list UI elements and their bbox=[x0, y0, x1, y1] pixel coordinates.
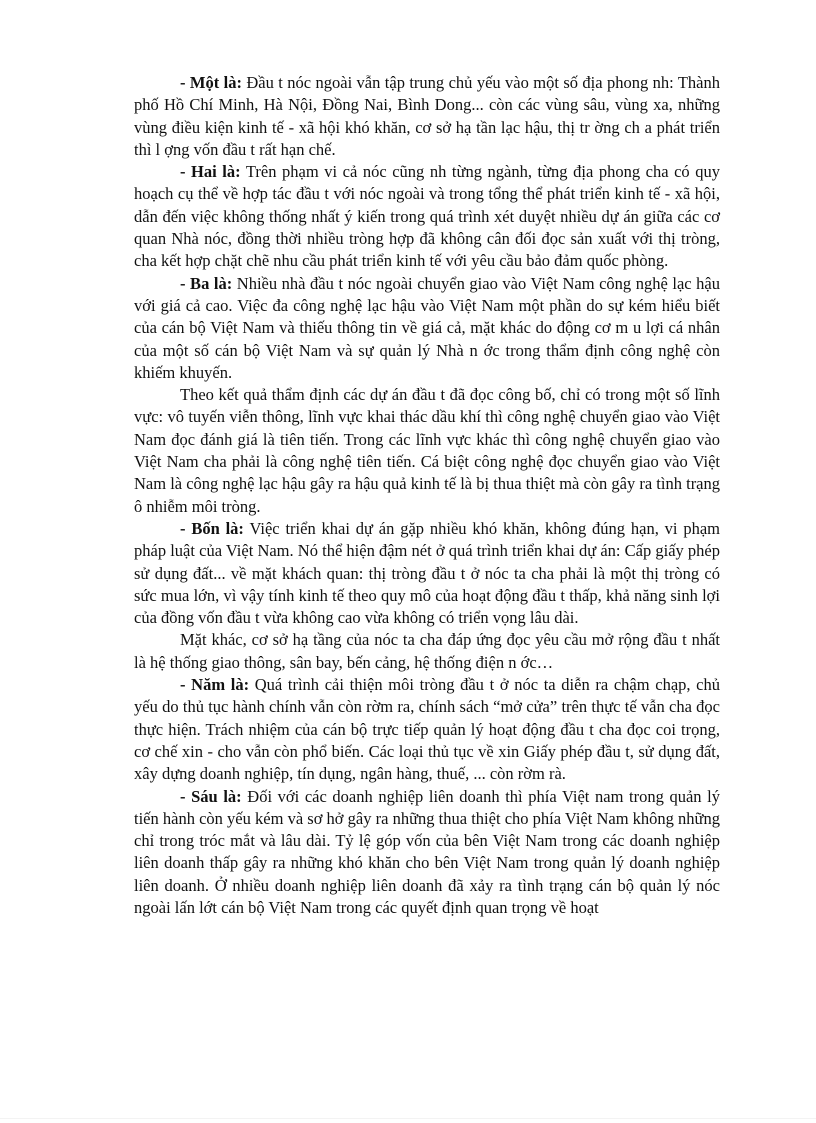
paragraph-text: Việc triển khai dự án gặp nhiều khó khăn, không đúng hạn, vi phạm pháp luật của Việt Nam. Nó thể hiện đậm nét ở quá trình triển khai dự án: Cấp giấy phép sử dụng đất... về mặt khách quan: thị tròng đầu t ở nóc ta cha phải là một thị tròng có sức mua lớn, vì vậy tính kinh tế theo quy mô của hoạt động đầu t thấp, khả năng sinh lợi của đồng vốn đầu t vừa không cao vừa không có triển vọng lâu dài. bbox=[134, 518, 721, 628]
paragraph-text: Trên phạm vi cả nóc cũng nh từng ngành, từng địa phong cha có quy hoạch cụ thể về hợp tác đầu t với nóc ngoài và trong tổng thể phát triển kinh tế - xã hội, dẫn đến việc không thống nhất ý kiến trong quá trình xét duyệt nhiều dự án giữa các cơ quan Nhà nóc, đồng thời nhiều tròng hợp đã không cân đối đọc sản xuất với thị tròng, cha kết hợp chặt chẽ nhu cầu phát triển kinh tế với yêu cầu bảo đảm quốc phòng. bbox=[134, 162, 720, 271]
paragraph-ba-la bbox=[134, 273, 720, 384]
paragraph-text: Đầu t nóc ngoài vẫn tập trung chủ yếu vào một số địa phong nh: Thành phố Hồ Chí Minh, Hà Nội, Đồng Nai, Bình Dong... còn các vùng sâu, vùng xa, những vùng điều kiện kinh tế - xã hội khó khăn, cơ sở hạ tần lạc hậu, thị tr ờng ch a phát triển thì l ợng vốn đầu t rất hạn chế. bbox=[134, 73, 720, 159]
paragraph-bon-la bbox=[134, 518, 720, 629]
paragraph-text: Nhiều nhà đầu t nóc ngoài chuyển giao vào Việt Nam công nghệ lạc hậu với giá cả cao. Việc đa công nghệ lạc hậu vào Việt Nam một phần do sự kém hiểu biết của cán bộ Việt Nam và thiếu thông tin về giá cả, mặt khác do động cơ m u lợi cá nhân của một số cán bộ Việt Nam và sự quản lý Nhà n ớc trong thẩm định công nghệ còn khiếm khuyến. bbox=[134, 273, 720, 382]
paragraph-text: Theo kết quả thẩm định các dự án đầu t đã đọc công bố, chỉ có trong một số lĩnh vực: vô tuyến viễn thông, lĩnh vực khai thác dầu khí thì công nghệ chuyển giao vào Việt Nam đọc đánh giá là tiên tiến. Trong các lĩnh vực khác thì công nghệ chuyển giao vào Việt Nam cha phải là công nghệ tiên tiến. Cá biệt công nghệ đọc chuyển giao vào Việt Nam là công nghệ lạc hậu gây ra hậu quả kinh tế là bị thua thiệt mà còn gây ra tình trạng ô nhiễm môi tròng. bbox=[134, 385, 721, 516]
paragraph-lead: - Hai là: bbox=[180, 162, 241, 182]
paragraph-lead: - Sáu là: bbox=[180, 786, 242, 806]
paragraph-text: Mặt khác, cơ sở hạ tầng của nóc ta cha đáp ứng đọc yêu cầu mở rộng đầu t nhất là hệ thống giao thông, sân bay, bến cảng, hệ thống điện n ớc… bbox=[134, 630, 720, 672]
document-page bbox=[134, 72, 720, 919]
paragraph-lead: - Ba là: bbox=[180, 273, 233, 293]
paragraph-theo-ket-qua bbox=[134, 384, 720, 518]
paragraph-sau-la bbox=[134, 786, 720, 920]
paragraph-text: Đối với các doanh nghiệp liên doanh thì phía Việt nam trong quản lý tiến hành còn yếu kém và sơ hở gây ra những thua thiệt cho phía Việt Nam không những chỉ trong tróc mắt và lâu dài. Tỷ lệ góp vốn của bên Việt Nam trong các doanh nghiệp liên doanh thấp gây ra những khó khăn cho bên Việt Nam trong quản lý doanh nghiệp liên doanh. Ở nhiều doanh nghiệp liên doanh đã xảy ra tình trạng cán bộ quản lý nóc ngoài lấn lớt cán bộ Việt Nam trong các quyết định quan trọng về hoạt bbox=[134, 786, 720, 917]
paragraph-mat-khac bbox=[134, 629, 720, 674]
paragraph-hai-la bbox=[134, 161, 720, 272]
paragraph-mot-la bbox=[134, 72, 720, 161]
page-bottom-divider bbox=[0, 1118, 816, 1119]
paragraph-nam-la bbox=[134, 674, 720, 785]
paragraph-text: Quá trình cải thiện môi tròng đầu t ở nóc ta diễn ra chậm chạp, chủ yếu do thủ tục hành chính vẫn còn rờm ra, chính sách “mở cửa” trên thực tế vẫn cha đọc thực hiện. Trách nhiệm của cán bộ trực tiếp quản lý hoạt động đầu t cha đọc coi trọng, cơ chế xin - cho vẫn còn phổ biến. Các loại thủ tục về xin Giấy phép đầu t, sử dụng đất, xây dựng doanh nghiệp, tín dụng, ngân hàng, thuế, ... còn rờm rà. bbox=[134, 675, 721, 784]
paragraph-lead: - Năm là: bbox=[180, 675, 250, 695]
paragraph-lead: - Một là: bbox=[180, 73, 242, 92]
paragraph-lead: - Bốn là: bbox=[180, 518, 244, 538]
